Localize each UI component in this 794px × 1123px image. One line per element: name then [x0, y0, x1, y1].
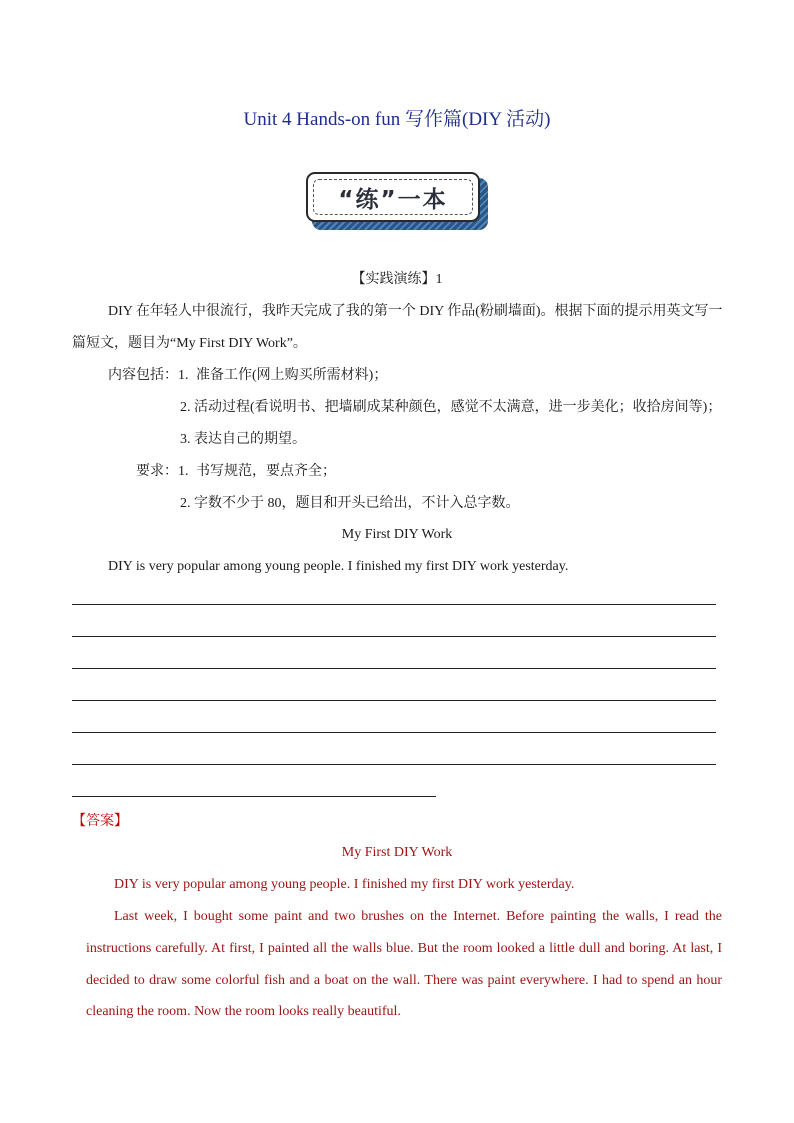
writing-line — [72, 732, 716, 733]
writing-line — [72, 636, 716, 637]
intro-line-1: DIY 在年轻人中很流行，我昨天完成了我的第一个 DIY 作品(粉刷墙面)。根据下面的提示用英文写一 — [108, 304, 723, 319]
requirement-item-2: 2. 字数不少于 80，题目和开头已给出，不计入总字数。 — [180, 496, 520, 511]
requirement-label: 要求：1. — [136, 464, 189, 479]
answer-line-2: instructions carefully. At first, I painted all the walls blue. But the room looked a little dull and boring. At last, I — [86, 941, 722, 956]
content-item-2: 2. 活动过程(看说明书、把墙刷成某种颜色，感觉不太满意，进一步美化；收拾房间等)； — [180, 400, 722, 415]
answer-line-1: Last week, I bought some paint and two brushes on the Internet. Before painting the walls, I read the — [114, 909, 722, 924]
page-title: Unit 4 Hands-on fun 写作篇(DIY 活动) — [243, 109, 551, 130]
essay-title: My First DIY Work — [341, 527, 453, 542]
content-label: 内容包括：1. — [108, 368, 189, 383]
requirement-item-1: 书写规范，要点齐全； — [196, 464, 336, 479]
answer-label: 【答案】 — [72, 814, 128, 829]
badge-frame — [306, 172, 480, 222]
writing-line — [72, 764, 716, 765]
essay-opening: DIY is very popular among young people. I finished my first DIY work yesterday. — [108, 559, 569, 574]
answer-line-4: cleaning the room. Now the room looks really beautiful. — [86, 1004, 401, 1019]
content-item-3: 3. 表达自己的期望。 — [180, 432, 306, 447]
writing-line — [72, 604, 716, 605]
answer-title: My First DIY Work — [341, 845, 453, 860]
writing-line — [72, 700, 716, 701]
content-item-1: 准备工作(网上购买所需材料)； — [196, 368, 388, 383]
section-heading: 【实践演练】1 — [351, 272, 443, 287]
practice-badge — [306, 172, 488, 230]
writing-line — [72, 796, 436, 797]
writing-line — [72, 668, 716, 669]
intro-line-2: 篇短文，题目为“My First DIY Work”。 — [72, 336, 307, 351]
answer-paragraph-1: DIY is very popular among young people. I finished my first DIY work yesterday. — [114, 877, 575, 892]
badge-text: “练”一本 — [313, 179, 473, 215]
answer-line-3: decided to draw some colorful fish and a boat on the wall. There was paint everywhere. I had to spend an hour — [86, 973, 722, 988]
